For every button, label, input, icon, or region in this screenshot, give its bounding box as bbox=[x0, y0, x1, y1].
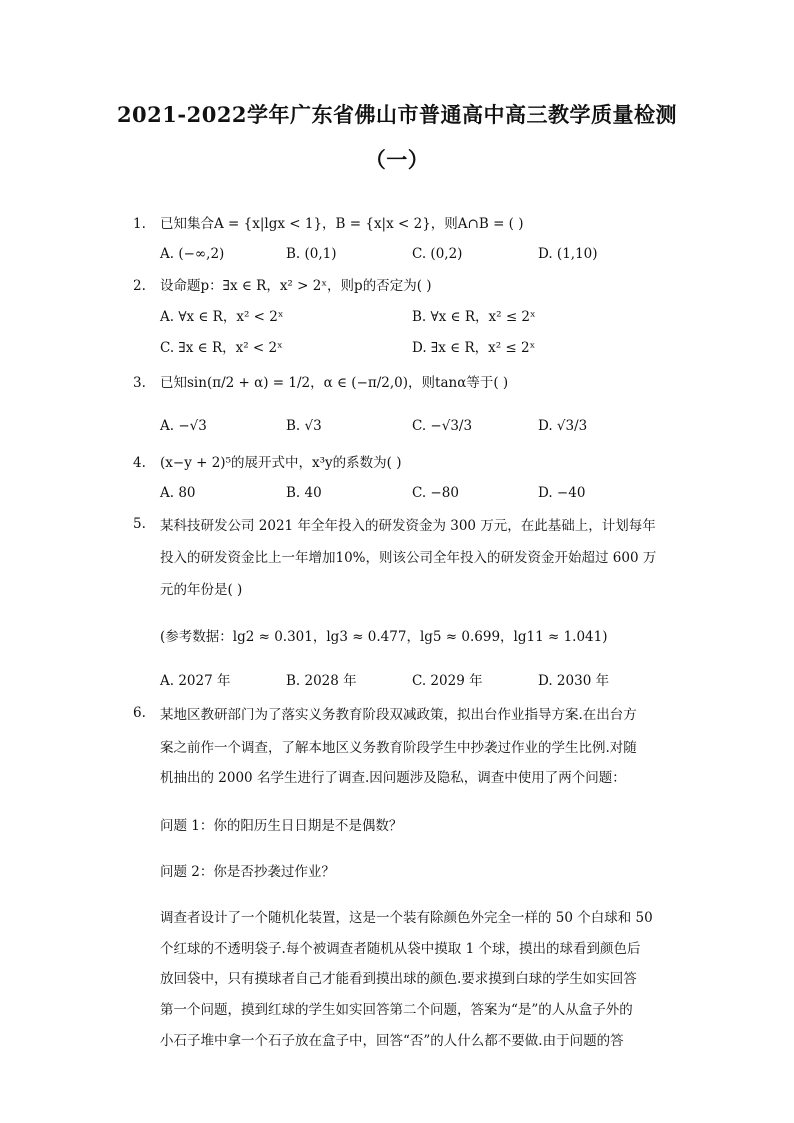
question-text-line: 调查者设计了一个随机化装置，这是一个装有除颜色外完全一样的 50 个白球和 50 bbox=[160, 910, 653, 926]
option-d: D. (1,10) bbox=[538, 246, 598, 262]
survey-question-2: 问题 2：你是否抄袭过作业？ bbox=[160, 864, 335, 880]
option-a: A. −√3 bbox=[160, 418, 207, 434]
option-b: B. ∀x ∈ R，x² ≤ 2ˣ bbox=[412, 309, 536, 325]
option-c: C. −√3/3 bbox=[412, 418, 473, 434]
option-d: D. √3/3 bbox=[538, 418, 588, 434]
question-text-line: 某科技研发公司 2021 年全年投入的研发资金为 300 万元，在此基础上，计划每年 bbox=[160, 518, 656, 534]
option-a: A. 80 bbox=[160, 485, 196, 501]
reference-data: (参考数据：lg2 ≈ 0.301，lg3 ≈ 0.477，lg5 ≈ 0.699，lg11 ≈ 1.041) bbox=[160, 629, 608, 645]
question-number: 2. bbox=[133, 278, 146, 294]
option-c: C. −80 bbox=[412, 485, 459, 501]
question-number: 6. bbox=[133, 705, 146, 721]
option-d: D. −40 bbox=[538, 485, 586, 501]
option-a: A. (−∞,2) bbox=[160, 246, 225, 262]
question-5-number bbox=[133, 514, 160, 534]
question-text: (x−y + 2)⁵的展开式中，x³y的系数为( ) bbox=[160, 455, 402, 471]
document-subtitle: （一） bbox=[364, 147, 430, 172]
question-text-line: 某地区教研部门为了落实义务教育阶段双减政策，拟出台作业指导方案.在出台方 bbox=[160, 707, 637, 723]
question-2 bbox=[133, 276, 432, 296]
option-c: C. 2029 年 bbox=[412, 673, 483, 689]
question-number: 4. bbox=[133, 455, 146, 471]
question-number: 1. bbox=[133, 216, 146, 232]
question-1 bbox=[133, 214, 524, 234]
option-b: B. 40 bbox=[286, 485, 322, 501]
question-4 bbox=[133, 453, 401, 473]
option-a: A. 2027 年 bbox=[160, 673, 231, 689]
question-text-line: 放回袋中，只有摸球者自己才能看到摸出球的颜色.要求摸到白球的学生如实回答 bbox=[160, 971, 637, 987]
question-text-line: 第一个问题，摸到红球的学生如实回答第二个问题，答案为“是”的人从盒子外的 bbox=[160, 1002, 633, 1018]
question-text-line: 投入的研发资金比上一年增加10%，则该公司全年投入的研发资金开始超过 600 万 bbox=[160, 550, 657, 566]
question-text-line: 案之前作一个调查，了解本地区义务教育阶段学生中抄袭过作业的学生比例.对随 bbox=[160, 740, 637, 756]
option-b: B. (0,1) bbox=[286, 246, 337, 262]
question-6-number bbox=[133, 703, 160, 723]
option-b: B. 2028 年 bbox=[286, 673, 357, 689]
question-text-line: 元的年份是( ) bbox=[160, 582, 243, 598]
option-c: C. (0,2) bbox=[412, 246, 463, 262]
option-c: C. ∃x ∈ R，x² < 2ˣ bbox=[160, 340, 283, 356]
question-text: 设命题p：∃x ∈ R，x² > 2ˣ，则p的否定为( ) bbox=[160, 278, 432, 294]
question-text: 已知sin(π/2 + α) = 1/2，α ∈ (−π/2,0)，则tanα等于( ) bbox=[160, 375, 509, 391]
document-title: 2021-2022学年广东省佛山市普通高中高三教学质量检测 bbox=[116, 102, 678, 127]
question-3 bbox=[133, 373, 508, 393]
question-number: 3. bbox=[133, 375, 146, 391]
option-b: B. √3 bbox=[286, 418, 322, 434]
question-text-line: 机抽出的 2000 名学生进行了调查.因问题涉及隐私，调查中使用了两个问题： bbox=[160, 770, 626, 786]
question-text-line: 小石子堆中拿一个石子放在盒子中，回答“否”的人什么都不要做.由于问题的答 bbox=[160, 1033, 624, 1049]
option-a: A. ∀x ∈ R，x² < 2ˣ bbox=[160, 309, 284, 325]
survey-question-1: 问题 1：你的阳历生日日期是不是偶数？ bbox=[160, 818, 403, 834]
question-number: 5. bbox=[133, 516, 146, 532]
question-text-line: 个红球的不透明袋子.每个被调查者随机从袋中摸取 1 个球，摸出的球看到颜色后 bbox=[160, 941, 641, 957]
option-d: D. 2030 年 bbox=[538, 673, 610, 689]
option-d: D. ∃x ∈ R，x² ≤ 2ˣ bbox=[412, 340, 536, 356]
question-text: 已知集合A = {x|lgx < 1}，B = {x|x < 2}，则A∩B = ( ) bbox=[160, 216, 524, 232]
